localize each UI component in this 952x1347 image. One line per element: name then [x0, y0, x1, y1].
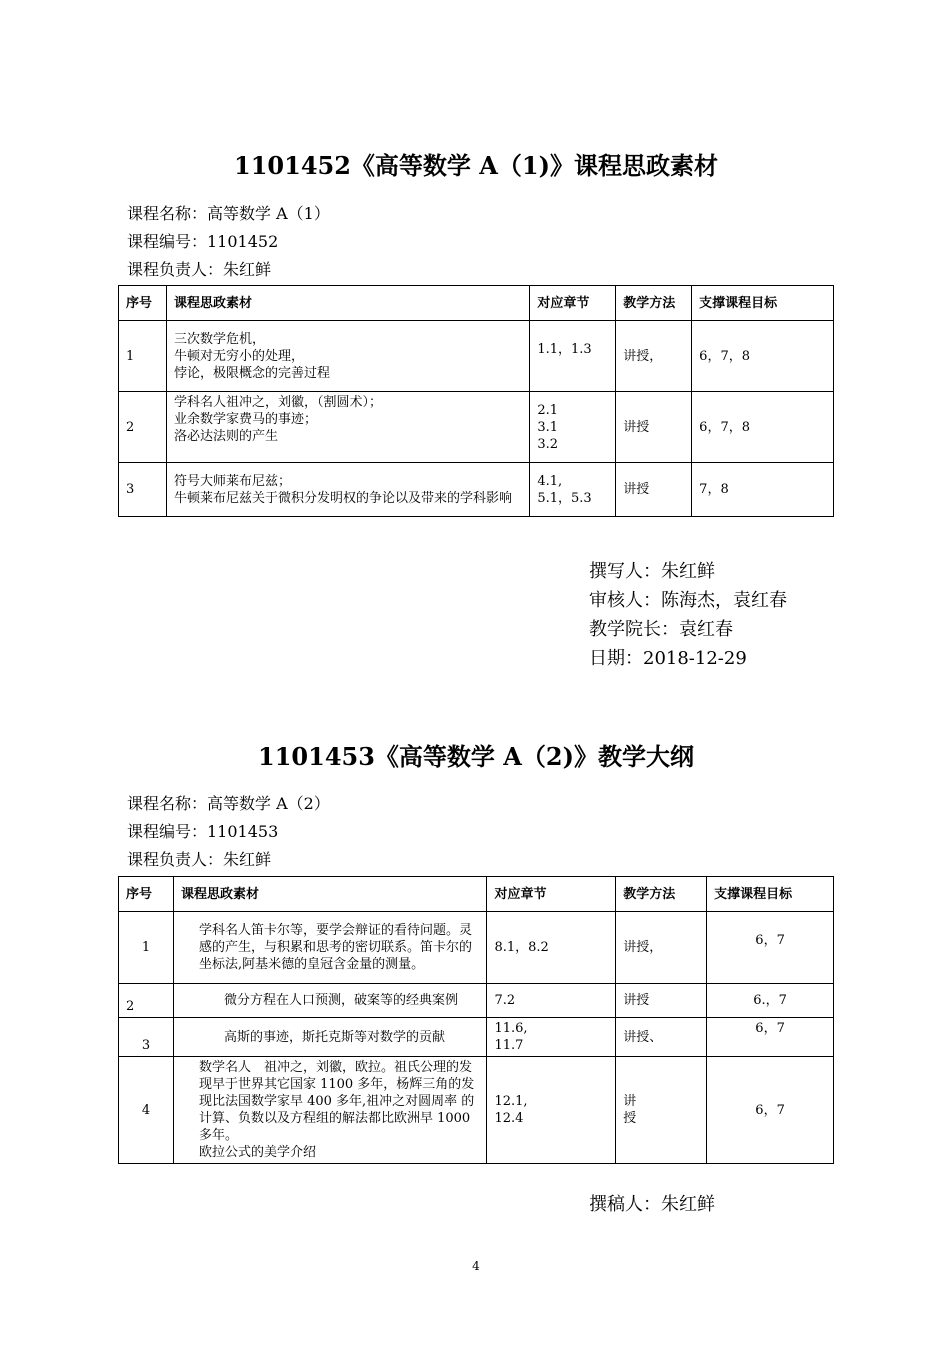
table-row — [119, 912, 834, 984]
row-method: 讲授， — [616, 912, 707, 984]
row-chapter: 1.1，1.3 — [537, 342, 592, 357]
row-material: 学科名人祖冲之，刘徽，（割圆术）； 业余数学家费马的事迹； 洛必达法则的产生 — [173, 395, 382, 444]
section2-table — [118, 876, 834, 1164]
row-goal: 7，8 — [692, 463, 834, 517]
row-chapter: 11.6, 11.7 — [494, 1021, 528, 1053]
row-method: 讲授， — [616, 321, 692, 392]
row-method: 讲授、 — [616, 1018, 707, 1057]
row-material: 数学名人 祖冲之，刘徽，欧拉。祖氏公理的发现早于世界其它国家 1100 多年，杨辉三角的发现比法国数学家早 400 多年,祖冲之对圆周率 的计算、负数以及方程组的解法都比欧洲早 1000 多年。 欧拉公式的美学介绍 — [198, 1060, 475, 1160]
row-method: 讲授 — [616, 984, 707, 1018]
section1-signatures — [589, 557, 787, 673]
row-goal: 6.，7 — [707, 984, 834, 1018]
header-method: 教学方法 — [616, 877, 707, 912]
row-material: 学科名人笛卡尔等，要学会辩证的看待问题。灵感的产生，与积累和思考的密切联系。笛卡尔的坐标法,阿基米德的皇冠含金量的测量。 — [198, 923, 472, 972]
header-no: 序号 — [119, 877, 174, 912]
writer: 撰写人：朱红鲜 — [589, 561, 715, 582]
table-header-row — [119, 877, 834, 912]
header-material: 课程思政素材 — [166, 286, 529, 321]
page-number: 4 — [472, 1259, 480, 1273]
reviewer: 审核人：陈海杰，袁红春 — [589, 590, 787, 611]
row-method: 讲授 — [616, 463, 692, 517]
section2-course-name: 课程名称：高等数学 A（2） — [127, 794, 330, 813]
header-method: 教学方法 — [616, 286, 692, 321]
row-no: 3 — [119, 1018, 174, 1057]
header-chapter: 对应章节 — [530, 286, 616, 321]
header-goal: 支撑课程目标 — [707, 877, 834, 912]
header-goal: 支撑课程目标 — [692, 286, 834, 321]
row-goal: 6，7，8 — [692, 392, 834, 463]
row-goal: 6，7 — [707, 1057, 834, 1164]
table-row — [119, 1057, 834, 1164]
section2-title: 1101453《高等数学 A（2)》教学大纲 — [258, 742, 694, 771]
row-no: 2 — [119, 392, 167, 463]
row-material: 高斯的事迹，斯托克斯等对数学的贡献 — [223, 1029, 445, 1045]
row-chapter: 7.2 — [487, 984, 616, 1018]
row-chapter: 8.1，8.2 — [487, 912, 616, 984]
writer: 撰稿人：朱红鲜 — [589, 1194, 715, 1215]
header-material: 课程思政素材 — [173, 877, 487, 912]
row-method: 讲授 — [616, 392, 692, 463]
row-goal: 6，7，8 — [692, 321, 834, 392]
section2-course-info — [127, 790, 330, 874]
row-material: 符号大师莱布尼兹； 牛顿莱布尼兹关于微积分发明权的争论以及带来的学科影响 — [173, 473, 512, 506]
row-no: 3 — [119, 463, 167, 517]
header-no: 序号 — [119, 286, 167, 321]
table-row — [119, 1018, 834, 1057]
table-row — [119, 463, 834, 517]
section1-course-name: 课程名称：高等数学 A（1） — [127, 204, 330, 223]
table-row — [119, 392, 834, 463]
row-no: 1 — [119, 321, 167, 392]
row-chapter: 12.1, 12.4 — [494, 1094, 528, 1126]
table-row — [119, 984, 834, 1018]
section2-course-owner: 课程负责人：朱红鲜 — [127, 850, 272, 869]
section1-course-owner: 课程负责人：朱红鲜 — [127, 260, 272, 279]
row-method: 讲 授 — [623, 1094, 637, 1126]
row-material: 微分方程在人口预测，破案等的经典案例 — [223, 993, 458, 1008]
row-chapter: 4.1, 5.1，5.3 — [537, 473, 592, 506]
section1-course-code: 课程编号：1101452 — [127, 232, 279, 251]
row-no: 4 — [119, 1057, 174, 1164]
table-header-row — [119, 286, 834, 321]
row-no: 1 — [119, 912, 174, 984]
section2-course-code: 课程编号：1101453 — [127, 822, 279, 841]
row-goal: 6，7 — [707, 1018, 834, 1057]
dean: 教学院长：袁红春 — [589, 619, 733, 640]
row-no: 2 — [119, 984, 174, 1018]
row-chapter: 2.1 3.1 3.2 — [537, 402, 559, 452]
header-chapter: 对应章节 — [487, 877, 616, 912]
section1-table — [118, 285, 834, 517]
section1-course-info — [127, 200, 330, 284]
section1-title: 1101452《高等数学 A（1)》课程思政素材 — [234, 151, 718, 180]
table-row — [119, 321, 834, 392]
date: 日期：2018-12-29 — [589, 648, 747, 669]
row-material: 三次数学危机， 牛顿对无穷小的处理， 悖论，极限概念的完善过程 — [173, 331, 330, 381]
section2-signatures — [589, 1190, 715, 1219]
row-goal: 6，7 — [707, 912, 834, 984]
